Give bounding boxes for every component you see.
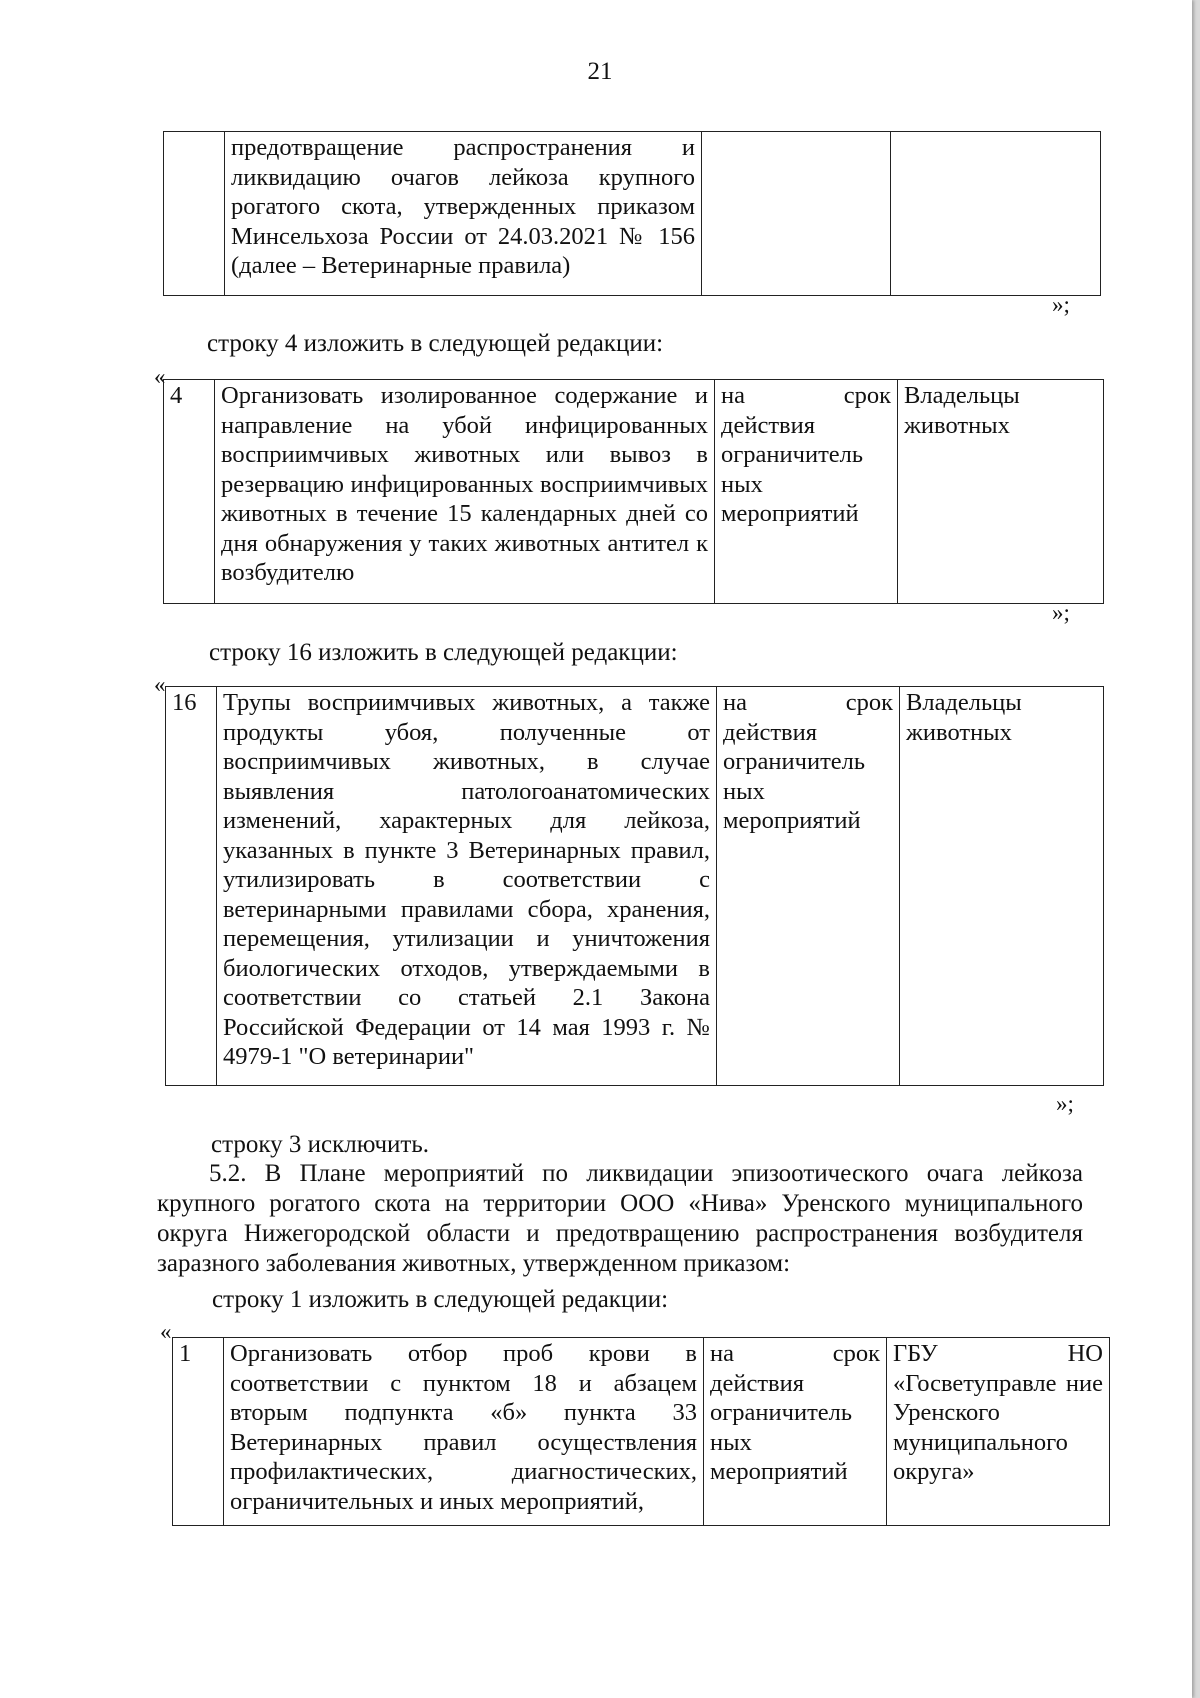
instruction-row3: строку 3 исключить.	[211, 1131, 429, 1158]
cell-resp: ГБУ НО «Госветуправле ние Уренского муниципального округа»	[887, 1338, 1110, 1526]
instruction-row16: строку 16 изложить в следующей редакции:	[209, 639, 678, 666]
instruction-row4: строку 4 изложить в следующей редакции:	[207, 330, 664, 357]
cell-term: на срок действия ограничитель ных мероприятий	[704, 1338, 887, 1526]
table-row1	[172, 1337, 1110, 1526]
cell-text: предотвращение распространения и ликвидацию очагов лейкоза крупного рогатого скота, утвержденных приказом Минсельхоза России от 24.03.2021 № 156 (далее – Ветеринарные правила)	[225, 132, 702, 296]
cell-num: 16	[166, 687, 217, 1086]
instruction-row1: строку 1 изложить в следующей редакции:	[212, 1286, 669, 1313]
page-number: 21	[587, 58, 613, 85]
cell-term	[702, 132, 891, 296]
open-quote: «	[154, 364, 166, 389]
cell-text: Организовать изолированное содержание и направление на убой инфицированных восприимчивых животных или вывоз в резервацию инфицированных восприимчивых животных в течение 15 календарных дней со дня обнаружения у таких животных антител к возбудителю	[215, 380, 715, 604]
close-quote: »;	[1056, 1091, 1074, 1116]
table-row	[164, 380, 1104, 604]
cell-num: 1	[173, 1338, 224, 1526]
table-row	[166, 687, 1104, 1086]
open-quote: «	[154, 672, 166, 697]
cell-num	[164, 132, 225, 296]
table-row	[164, 132, 1101, 296]
table-row	[173, 1338, 1110, 1526]
cell-text: Трупы восприимчивых животных, а также продукты убоя, полученные от восприимчивых животных, в случае выявления патологоанатомических изменений, характерных для лейкоза, указанных в пункте 3 Ветеринарных правил, утилизировать в соответствии с ветеринарными правилами сбора, хранения, перемещения, утилизации и уничтожения биологических отходов, утверждаемыми в соответствии со статьей 2.1 Закона Российской Федерации от 14 мая 1993 г. № 4979-1 "О ветеринарии"	[217, 687, 717, 1086]
cell-term: на срок действия ограничитель ных мероприятий	[717, 687, 900, 1086]
close-quote: »;	[1052, 600, 1070, 625]
cell-term: на срок действия ограничитель ных мероприятий	[715, 380, 898, 604]
paragraph-5-2	[157, 1159, 1083, 1279]
close-quote: »;	[1052, 292, 1070, 317]
cell-text: Организовать отбор проб крови в соответствии с пунктом 18 и абзацем вторым подпункта «б» пункта 33 Ветеринарных правил осуществления профилактических, диагностических, ограничительных и иных мероприятий,	[224, 1338, 704, 1526]
open-quote: «	[160, 1319, 172, 1344]
cell-resp	[891, 132, 1101, 296]
table-continuation	[163, 131, 1101, 296]
cell-num: 4	[164, 380, 215, 604]
cell-resp: Владельцы животных	[898, 380, 1104, 604]
table-row4	[163, 379, 1104, 604]
table-row16	[165, 686, 1104, 1086]
paragraph-text: 5.2. В Плане мероприятий по ликвидации эпизоотического очага лейкоза крупного рогатого скота на территории ООО «Нива» Уренского муниципального округа Нижегородской области и предотвращению распространения возбудителя заразного заболевания животных, утвержденном приказом:	[157, 1160, 1083, 1277]
cell-resp: Владельцы животных	[900, 687, 1104, 1086]
